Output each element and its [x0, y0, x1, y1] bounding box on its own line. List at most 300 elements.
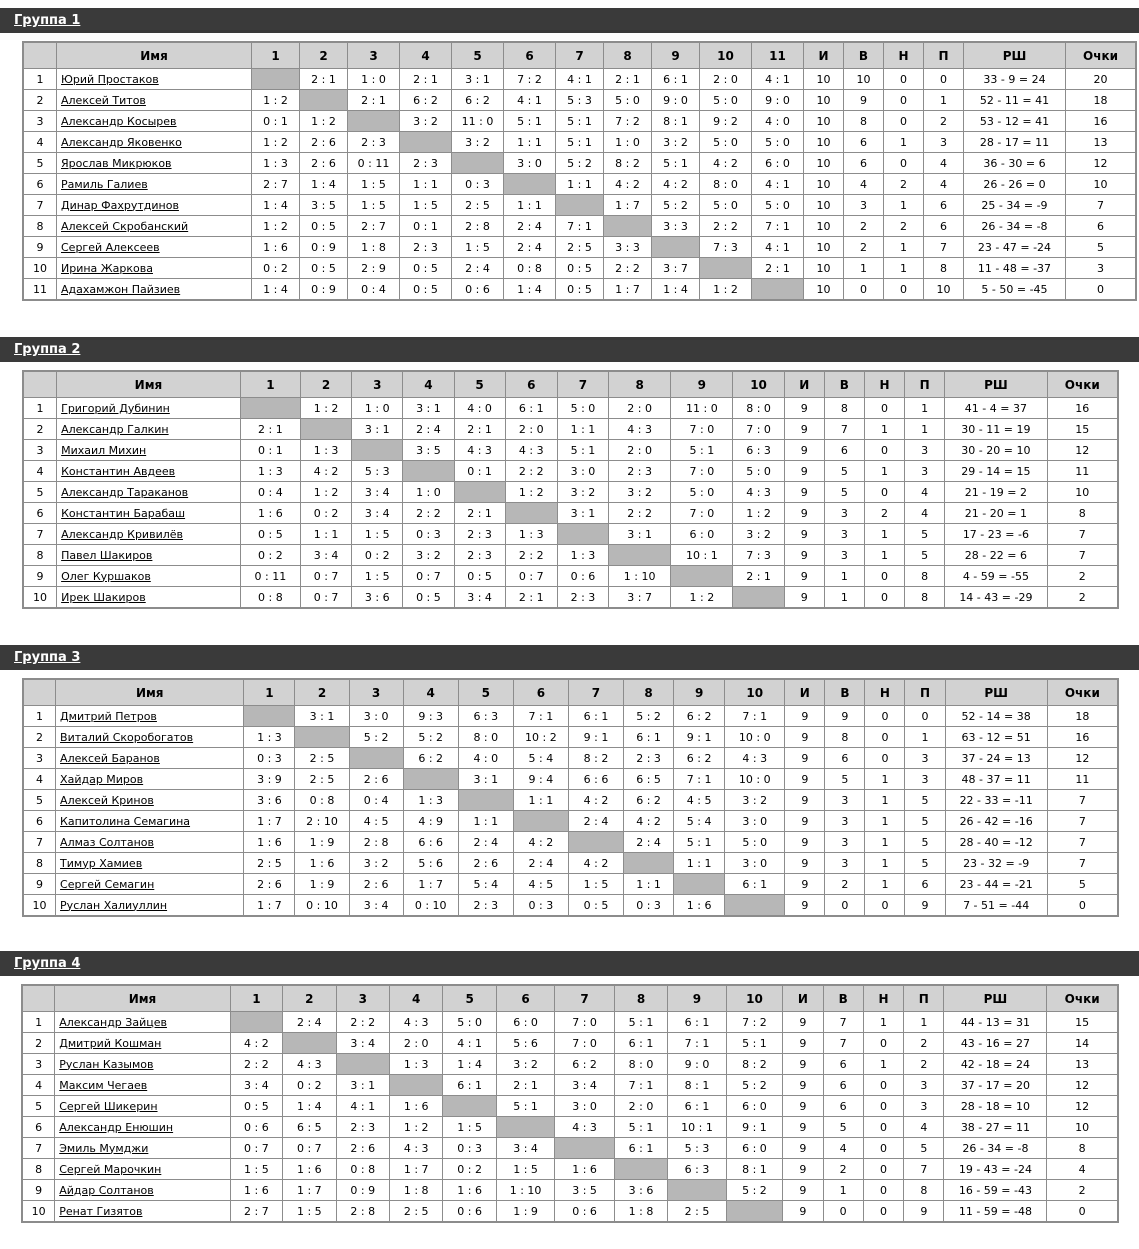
player-name-cell [57, 111, 252, 132]
player-name-link[interactable]: Юрий Простаков [61, 72, 159, 86]
match-score: 9 : 0 [652, 90, 700, 111]
draws: 0 [863, 1033, 903, 1054]
column-header: Имя [57, 43, 252, 69]
table-row [24, 587, 1118, 608]
table-row [24, 419, 1118, 440]
column-header [24, 680, 56, 706]
match-score: 1 : 10 [609, 566, 671, 587]
match-score: 7 : 0 [671, 461, 733, 482]
player-name-cell [56, 895, 244, 916]
wins: 7 [823, 1033, 863, 1054]
column-header [24, 43, 57, 69]
match-score: 5 : 0 [700, 132, 752, 153]
column-header: 10 [700, 43, 752, 69]
column-header [23, 986, 55, 1012]
draws: 1 [864, 419, 904, 440]
match-score: 2 : 4 [624, 832, 674, 853]
player-name-cell [57, 482, 241, 503]
place-number: 8 [24, 216, 57, 237]
match-score: 2 : 5 [244, 853, 295, 874]
games-played: 10 [804, 153, 844, 174]
player-name-link[interactable]: Сергей Марочкин [59, 1162, 162, 1176]
match-score: 2 : 4 [458, 832, 513, 853]
player-name-link[interactable]: Дмитрий Петров [60, 709, 157, 723]
table-row [24, 440, 1118, 461]
wins: 6 [823, 1054, 863, 1075]
player-name-link[interactable]: Александр Тараканов [61, 485, 189, 499]
points: 12 [1047, 1075, 1118, 1096]
place-number: 6 [24, 811, 56, 832]
match-score: 4 : 0 [458, 748, 513, 769]
losses: 5 [905, 545, 945, 566]
games-played: 9 [784, 398, 824, 419]
points: 15 [1047, 1012, 1118, 1033]
draws: 0 [884, 153, 924, 174]
match-score: 9 : 3 [403, 706, 458, 727]
player-name-link[interactable]: Александр Кривилёв [61, 527, 183, 541]
losses: 4 [905, 503, 945, 524]
match-score: 3 : 2 [557, 482, 608, 503]
group-title-link[interactable]: Группа 2 [14, 342, 81, 357]
player-name-cell [57, 566, 241, 587]
match-score: 0 : 2 [240, 545, 300, 566]
player-name-link[interactable]: Александр Галкин [61, 422, 169, 436]
match-score: 2 : 3 [336, 1117, 389, 1138]
table-row [23, 1180, 1118, 1201]
match-score: 0 : 2 [443, 1159, 496, 1180]
match-score: 7 : 2 [504, 69, 556, 90]
match-score: 2 : 3 [454, 524, 505, 545]
match-score: 1 : 5 [230, 1159, 282, 1180]
score-difference: 63 - 12 = 51 [945, 727, 1047, 748]
match-score: 5 : 1 [652, 153, 700, 174]
match-score: 5 : 1 [726, 1033, 782, 1054]
player-name-link[interactable]: Алексей Кринов [60, 793, 154, 807]
match-score: 2 : 6 [336, 1138, 389, 1159]
results-table [22, 985, 1118, 1222]
match-score: 6 : 2 [674, 748, 725, 769]
match-score: 0 : 2 [300, 503, 351, 524]
score-difference: 26 - 26 = 0 [964, 174, 1066, 195]
self-match-cell [300, 419, 351, 440]
points: 12 [1047, 748, 1117, 769]
match-score: 5 : 4 [513, 748, 568, 769]
score-difference: 52 - 14 = 38 [945, 706, 1047, 727]
draws: 0 [864, 566, 904, 587]
match-score: 3 : 2 [400, 111, 452, 132]
self-match-cell [668, 1180, 726, 1201]
score-difference: 16 - 59 = -43 [944, 1180, 1047, 1201]
score-difference: 37 - 24 = 13 [945, 748, 1047, 769]
match-score: 3 : 2 [725, 790, 785, 811]
column-header: 1 [240, 372, 300, 398]
place-number: 2 [24, 419, 57, 440]
score-difference: 26 - 34 = -8 [944, 1138, 1047, 1159]
match-score: 3 : 1 [609, 524, 671, 545]
games-played: 9 [784, 566, 824, 587]
player-name-link[interactable]: Ирина Жаркова [61, 261, 153, 275]
player-name-cell [55, 1117, 230, 1138]
match-score: 2 : 1 [240, 419, 300, 440]
player-name-cell [55, 1201, 230, 1222]
player-name-cell [55, 1138, 230, 1159]
column-header: 2 [300, 43, 348, 69]
match-score: 1 : 9 [295, 832, 349, 853]
losses: 7 [904, 1159, 944, 1180]
player-name-link[interactable]: Эмиль Мумджи [59, 1141, 149, 1155]
match-score: 1 : 7 [244, 811, 295, 832]
match-score: 0 : 5 [556, 258, 604, 279]
player-name-cell [57, 419, 241, 440]
match-score: 5 : 1 [614, 1117, 667, 1138]
match-score: 7 : 0 [671, 503, 733, 524]
wins: 2 [844, 216, 884, 237]
table-row [24, 503, 1118, 524]
score-difference: 44 - 13 = 31 [944, 1012, 1047, 1033]
match-score: 1 : 1 [504, 195, 556, 216]
games-played: 9 [785, 811, 825, 832]
match-score: 10 : 2 [513, 727, 568, 748]
match-score: 5 : 3 [352, 461, 403, 482]
player-name-link[interactable]: Виталий Скоробогатов [60, 730, 194, 744]
place-number: 9 [24, 566, 57, 587]
games-played: 10 [804, 111, 844, 132]
match-score: 1 : 6 [295, 853, 349, 874]
match-score: 1 : 2 [389, 1117, 442, 1138]
group-title-link[interactable]: Группа 1 [14, 13, 81, 28]
player-name-link[interactable]: Александр Енюшин [59, 1120, 174, 1134]
match-score: 3 : 5 [403, 440, 454, 461]
match-score: 3 : 1 [336, 1075, 389, 1096]
match-score: 1 : 1 [674, 853, 725, 874]
wins: 3 [825, 790, 865, 811]
self-match-cell [568, 832, 623, 853]
player-name-link[interactable]: Ренат Гизятов [59, 1204, 143, 1218]
player-name-link[interactable]: Руслан Казымов [59, 1057, 154, 1071]
column-header: 3 [349, 680, 403, 706]
table-row [23, 1054, 1118, 1075]
self-match-cell [389, 1075, 442, 1096]
score-difference: 36 - 30 = 6 [964, 153, 1066, 174]
column-header: И [783, 986, 823, 1012]
column-header: Очки [1047, 372, 1117, 398]
player-name-cell [57, 195, 252, 216]
draws: 0 [864, 398, 904, 419]
match-score: 2 : 2 [700, 216, 752, 237]
column-header: 9 [668, 986, 726, 1012]
wins: 5 [825, 769, 865, 790]
player-name-link[interactable]: Максим Чегаев [59, 1078, 148, 1092]
player-name-link[interactable]: Хайдар Миров [60, 772, 144, 786]
player-name-link[interactable]: Алмаз Солтанов [60, 835, 154, 849]
match-score: 2 : 4 [513, 853, 568, 874]
match-score: 3 : 0 [349, 706, 403, 727]
player-name-link[interactable]: Динар Фахрутдинов [61, 198, 179, 212]
wins: 6 [823, 1096, 863, 1117]
place-number: 7 [24, 195, 57, 216]
match-score: 2 : 4 [504, 237, 556, 258]
column-header: 2 [300, 372, 351, 398]
match-score: 6 : 0 [496, 1012, 554, 1033]
points: 18 [1066, 90, 1136, 111]
match-score: 1 : 3 [300, 440, 351, 461]
match-score: 4 : 2 [604, 174, 652, 195]
points: 7 [1047, 545, 1117, 566]
match-score: 5 : 2 [652, 195, 700, 216]
table-row [23, 1159, 1118, 1180]
match-score: 3 : 0 [555, 1096, 614, 1117]
match-score: 0 : 6 [452, 279, 504, 300]
match-score: 0 : 6 [557, 566, 608, 587]
wins: 1 [823, 1180, 863, 1201]
match-score: 0 : 3 [244, 748, 295, 769]
match-score: 2 : 6 [349, 769, 403, 790]
wins: 5 [824, 482, 864, 503]
match-score: 1 : 1 [458, 811, 513, 832]
match-score: 4 : 5 [674, 790, 725, 811]
match-score: 2 : 7 [230, 1201, 282, 1222]
column-header: Имя [55, 986, 230, 1012]
match-score: 5 : 4 [674, 811, 725, 832]
match-score: 1 : 4 [443, 1054, 496, 1075]
match-score: 1 : 1 [556, 174, 604, 195]
column-header: 6 [513, 680, 568, 706]
match-score: 3 : 1 [403, 398, 454, 419]
match-score: 5 : 0 [671, 482, 733, 503]
draws: 0 [864, 440, 904, 461]
draws: 1 [884, 237, 924, 258]
place-number: 5 [24, 153, 57, 174]
column-header: В [825, 680, 865, 706]
place-number: 2 [24, 727, 56, 748]
player-name-link[interactable]: Павел Шакиров [61, 548, 153, 562]
wins: 10 [844, 69, 884, 90]
draws: 0 [865, 727, 905, 748]
match-score: 2 : 3 [400, 237, 452, 258]
points: 7 [1047, 811, 1117, 832]
draws: 1 [863, 1012, 903, 1033]
match-score: 5 : 0 [752, 132, 804, 153]
self-match-cell [295, 727, 349, 748]
games-played: 9 [783, 1117, 823, 1138]
player-name-link[interactable]: Рамиль Галиев [61, 177, 148, 191]
player-name-link[interactable]: Сергей Семагин [60, 877, 155, 891]
wins: 7 [824, 419, 864, 440]
player-name-link[interactable]: Александр Яковенко [61, 135, 182, 149]
match-score: 6 : 1 [668, 1096, 726, 1117]
table-row [24, 216, 1136, 237]
player-name-link[interactable]: Константин Авдеев [61, 464, 176, 478]
player-name-cell [57, 398, 241, 419]
player-name-link[interactable]: Тимур Хамиев [60, 856, 143, 870]
player-name-cell [55, 1096, 230, 1117]
column-header: Очки [1047, 986, 1118, 1012]
match-score: 6 : 1 [614, 1138, 667, 1159]
column-header: 5 [458, 680, 513, 706]
match-score: 10 : 0 [725, 727, 785, 748]
match-score: 1 : 2 [505, 482, 557, 503]
player-name-link[interactable]: Константин Барабаш [61, 506, 186, 520]
match-score: 8 : 0 [458, 727, 513, 748]
match-score: 0 : 3 [624, 895, 674, 916]
column-header: 11 [752, 43, 804, 69]
column-header: 3 [336, 986, 389, 1012]
column-header: РШ [945, 372, 1047, 398]
column-header: 10 [733, 372, 784, 398]
match-score: 1 : 5 [283, 1201, 336, 1222]
games-played: 9 [783, 1096, 823, 1117]
self-match-cell [733, 587, 784, 608]
draws: 1 [863, 1054, 903, 1075]
player-name-link[interactable]: Алексей Титов [61, 93, 146, 107]
match-score: 6 : 1 [614, 1033, 667, 1054]
draws: 1 [864, 461, 904, 482]
player-name-link[interactable]: Олег Куршаков [61, 569, 151, 583]
group-title-link[interactable]: Группа 4 [14, 956, 81, 971]
score-difference: 28 - 40 = -12 [945, 832, 1047, 853]
match-score: 3 : 3 [652, 216, 700, 237]
player-name-link[interactable]: Ярослав Микрюков [61, 156, 172, 170]
score-difference: 26 - 42 = -16 [945, 811, 1047, 832]
match-score: 6 : 6 [568, 769, 623, 790]
match-score: 2 : 0 [609, 398, 671, 419]
match-score: 3 : 1 [295, 706, 349, 727]
self-match-cell [300, 90, 348, 111]
match-score: 3 : 0 [557, 461, 608, 482]
match-score: 9 : 1 [568, 727, 623, 748]
table-row [24, 258, 1136, 279]
table-row [24, 90, 1136, 111]
column-header: 5 [452, 43, 504, 69]
draws: 0 [865, 748, 905, 769]
match-score: 8 : 2 [726, 1054, 782, 1075]
losses: 2 [904, 1033, 944, 1054]
match-score: 7 : 2 [726, 1012, 782, 1033]
score-difference: 5 - 50 = -45 [964, 279, 1066, 300]
table-row [23, 1201, 1118, 1222]
score-difference: 38 - 27 = 11 [944, 1117, 1047, 1138]
match-score: 2 : 4 [452, 258, 504, 279]
points: 2 [1047, 566, 1117, 587]
match-score: 0 : 1 [252, 111, 300, 132]
match-score: 4 : 2 [652, 174, 700, 195]
player-name-link[interactable]: Алексей Скробанский [61, 219, 189, 233]
self-match-cell [244, 706, 295, 727]
match-score: 0 : 8 [336, 1159, 389, 1180]
match-score: 1 : 5 [452, 237, 504, 258]
match-score: 4 : 3 [389, 1138, 442, 1159]
player-name-link[interactable]: Дмитрий Кошман [59, 1036, 162, 1050]
losses: 7 [924, 237, 964, 258]
match-score: 0 : 8 [240, 587, 300, 608]
match-score: 4 : 9 [403, 811, 458, 832]
player-name-link[interactable]: Алексей Баранов [60, 751, 160, 765]
self-match-cell [352, 440, 403, 461]
games-played: 9 [783, 1012, 823, 1033]
player-name-link[interactable]: Руслан Халиуллин [60, 898, 168, 912]
player-name-link[interactable]: Михаил Михин [61, 443, 147, 457]
match-score: 5 : 3 [556, 90, 604, 111]
match-score: 3 : 1 [352, 419, 403, 440]
place-number: 4 [24, 769, 56, 790]
player-name-link[interactable]: Сергей Шикерин [59, 1099, 158, 1113]
table-row [24, 748, 1118, 769]
match-score: 3 : 4 [454, 587, 505, 608]
score-difference: 28 - 18 = 10 [944, 1096, 1047, 1117]
draws: 0 [864, 587, 904, 608]
player-name-link[interactable]: Капитолина Семагина [60, 814, 191, 828]
match-score: 2 : 6 [300, 153, 348, 174]
table-row [24, 895, 1118, 916]
player-name-link[interactable]: Адахамжон Пайзиев [61, 282, 181, 296]
table-row [24, 566, 1118, 587]
column-header: 4 [403, 680, 458, 706]
table-row [24, 832, 1118, 853]
match-score: 1 : 3 [252, 153, 300, 174]
match-score: 1 : 1 [624, 874, 674, 895]
match-score: 1 : 2 [700, 279, 752, 300]
table-row [23, 1012, 1118, 1033]
match-score: 2 : 2 [505, 545, 557, 566]
match-score: 4 : 0 [454, 398, 505, 419]
match-score: 1 : 5 [400, 195, 452, 216]
draws: 1 [865, 811, 905, 832]
player-name-link[interactable]: Айдар Солтанов [59, 1183, 154, 1197]
match-score: 6 : 3 [733, 440, 784, 461]
match-score: 9 : 4 [513, 769, 568, 790]
games-played: 10 [804, 216, 844, 237]
match-score: 3 : 0 [725, 853, 785, 874]
self-match-cell [452, 153, 504, 174]
match-score: 1 : 6 [252, 237, 300, 258]
group-title-link[interactable]: Группа 3 [14, 650, 81, 665]
table-row [24, 237, 1136, 258]
self-match-cell [725, 895, 785, 916]
games-played: 9 [785, 790, 825, 811]
losses: 1 [905, 398, 945, 419]
match-score: 3 : 2 [452, 132, 504, 153]
match-score: 6 : 0 [671, 524, 733, 545]
table-row [24, 706, 1118, 727]
match-score: 1 : 4 [252, 279, 300, 300]
player-name-link[interactable]: Ирек Шакиров [61, 590, 146, 604]
games-played: 9 [785, 706, 825, 727]
player-name-cell [56, 706, 244, 727]
place-number: 6 [24, 503, 57, 524]
games-played: 9 [783, 1054, 823, 1075]
player-name-cell [57, 461, 241, 482]
match-score: 5 : 2 [726, 1180, 782, 1201]
player-name-link[interactable]: Александр Зайцев [59, 1015, 167, 1029]
points: 7 [1047, 853, 1117, 874]
player-name-cell [57, 503, 241, 524]
match-score: 0 : 2 [252, 258, 300, 279]
games-played: 9 [784, 545, 824, 566]
draws: 0 [884, 90, 924, 111]
player-name-link[interactable]: Григорий Дубинин [61, 401, 170, 415]
player-name-link[interactable]: Александр Косырев [61, 114, 177, 128]
score-difference: 17 - 23 = -6 [945, 524, 1047, 545]
column-header: И [804, 43, 844, 69]
match-score: 2 : 1 [300, 69, 348, 90]
self-match-cell [652, 237, 700, 258]
table-row [24, 398, 1118, 419]
match-score: 11 : 0 [671, 398, 733, 419]
match-score: 1 : 3 [244, 727, 295, 748]
player-name-link[interactable]: Сергей Алексеев [61, 240, 160, 254]
match-score: 5 : 2 [403, 727, 458, 748]
score-difference: 23 - 47 = -24 [964, 237, 1066, 258]
